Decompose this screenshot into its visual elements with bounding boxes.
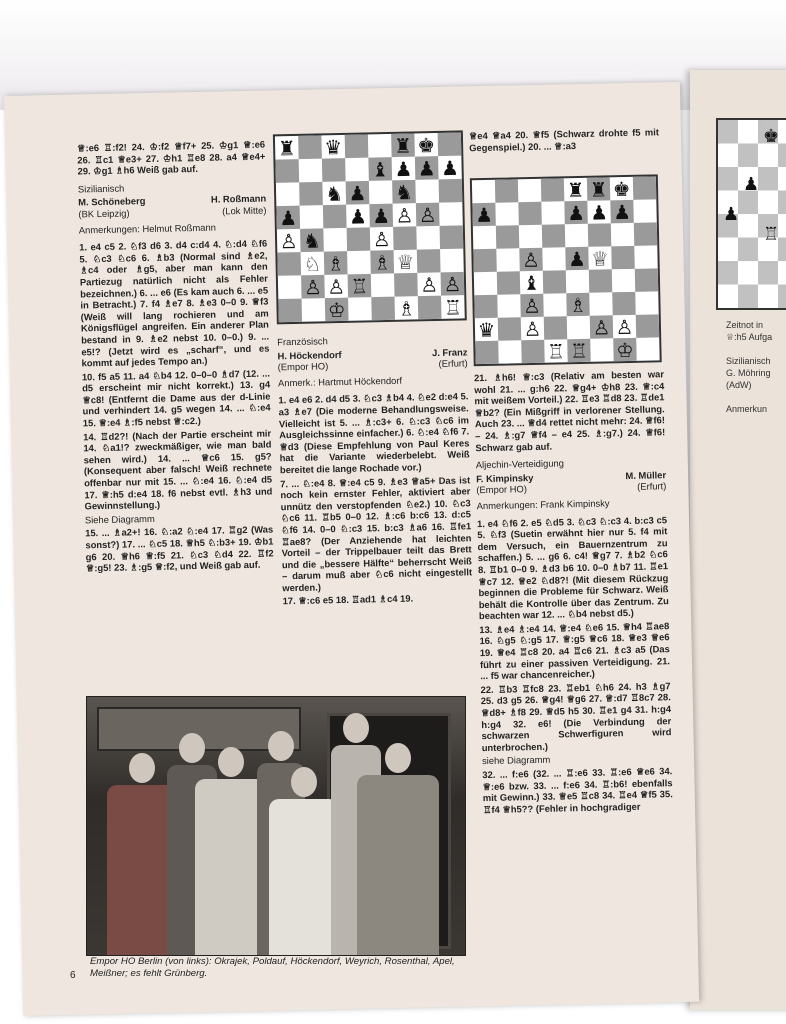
game-moves-2: 7. ... ♘:e4 8. ♕:e4 c5 9. ♗e3 ♕a5+ Das ist noch kein ernster Fehler, aktiviert aber unnütz den verstopfenden ♘e2.) 10. ♘c3 ♘c6 11. ♖b5 0–0 12. ♗:c6 b:c6 13. d:c5 ♘f6 14. 0–0 ♘:c3 15. b:c3 ♗a6 16. ♖fe1 ♖ae8? (Der Anziehende hat leichten Vorteil – der Trippelbauer teilt das Brett und die „bessere Hälfte“ beherrscht Weiß – darum muß aber ♘c6 nicht eingestellt werden.) <box>280 473 473 594</box>
game-moves-1: 21. ♗h6! ♕:c3 (Relativ am besten war wohl 21. ... g:h6 22. ♕g4+ ♔h8 23. ♕:c4 mit weißem Vorteil.) 22. ♖e3 ♖d8 23. ♖de1 ♕b2? (Ein Mißgriff in verlorener Stellung. Auch 23. ... ♕d4 rettet nicht mehr: 24. ♕f6! – 24. ♗:g7 ♕f4 – e4 25. ♗:g7.) 24. ♕f6! Schwarz gab auf. <box>473 368 666 453</box>
opening-name: Sizilianisch <box>77 182 125 195</box>
svg-text:♖ <box>350 276 368 298</box>
black-player: J. Franz <box>431 345 468 358</box>
svg-text:♟ <box>418 158 436 180</box>
svg-text:♟ <box>568 249 586 271</box>
svg-text:♙ <box>373 229 391 251</box>
black-club: (Erfurt) <box>438 357 468 370</box>
svg-text:♙ <box>523 296 541 318</box>
game-moves-3: 17. ♕:c6 e5 18. ♖ad1 ♗c4 19. <box>282 593 414 607</box>
svg-text:♟ <box>349 206 367 228</box>
svg-text:♟ <box>441 158 459 180</box>
black-club: (Lok Mitte) <box>222 204 267 217</box>
white-player: H. Höckendorf <box>277 348 342 361</box>
facing-text-6: Anmerkun <box>726 404 768 414</box>
chess-diagram-1 <box>273 130 467 324</box>
svg-text:♞ <box>303 230 321 252</box>
person-7 <box>357 743 439 955</box>
svg-text:♖ <box>570 341 588 363</box>
svg-text:♝ <box>371 159 389 181</box>
svg-text:♚ <box>613 179 631 201</box>
game-continuation: ♕:e6 ♖:f2! 24. ♔:f2 ♕f7+ 25. ♔g1 ♕:e6 26. ♖c1 ♕e3+ 27. ♔h1 ♖e8 28. a4 ♕e4+ 29. ♔g1 ♗h6 Weiß gab auf. <box>76 138 266 177</box>
svg-text:♞ <box>325 183 343 205</box>
facing-text-3: Sizilianisch <box>726 356 771 366</box>
white-player: F. Kimpinsky <box>475 471 534 484</box>
annotator: Anmerk.: Hartmut Höckendorf <box>277 374 403 389</box>
svg-text:♙ <box>443 274 461 296</box>
svg-text:♛ <box>478 320 496 342</box>
svg-text:♙ <box>304 277 322 299</box>
game-moves-4: 22. ♖b3 ♖fc8 23. ♖eb1 ♘h6 24. h3 ♗g7 25. d3 g5 26. ♕g4! ♕g6 27. ♕:d7 ♖8c7 28. ♕d8+ ♗f8 29. ♕d5 h5 30. ♖e1 g4 31. h:g4 h:g4 32. e6! (Die Verbindung der schwarzen Schwerfiguren wird unterbrochen.) <box>480 680 672 753</box>
svg-text:♜ <box>590 179 608 201</box>
facing-text-4: G. Möhring <box>726 368 771 378</box>
svg-text:♙ <box>280 231 298 253</box>
svg-text:♗ <box>327 253 345 275</box>
svg-text:♔ <box>616 340 634 362</box>
black-player: H. Roßmann <box>210 192 267 206</box>
svg-text:♟ <box>590 202 608 224</box>
column-2 <box>277 332 473 609</box>
facing-page <box>690 70 786 1010</box>
svg-text:♙ <box>522 250 540 272</box>
svg-text:♟ <box>567 203 585 225</box>
white-club: (BK Leipzig) <box>78 207 130 220</box>
opening-name: Aljechin-Verteidigung <box>475 457 565 471</box>
annotator: Anmerkungen: Frank Kimpinsky <box>476 497 610 512</box>
svg-text:♗ <box>569 295 587 317</box>
svg-text:♟ <box>475 205 493 227</box>
svg-text:♙ <box>327 276 345 298</box>
game-moves-2: 10. f5 a5 11. a4 ♘b4 12. 0–0–0 ♗d7 (12. ... d5 erscheint mir nicht korrekt.) 13. g4 ♕c8! (Entfernt die Dame aus der d-Linie und verhindert 14. g5 wegen 14. ... ♘:e4 15. ♕:e4 ♗:f5 nebst ♕:c2.) <box>81 367 271 429</box>
svg-text:♟ <box>348 183 366 205</box>
svg-text:♖: ♖ <box>763 224 780 244</box>
opening-name: Französisch <box>277 335 328 348</box>
facing-text-1: Zeitnot in <box>726 320 764 330</box>
annotator: Anmerkungen: Helmut Roßmann <box>78 221 216 236</box>
column-3-top <box>469 126 659 155</box>
game-moves-5: 32. ... f:e6 (32. ... ♖:e6 33. ♖:e6 ♕e6 34. ♕:e6 bzw. 33. ... f:e6 34. ♖:b6! ebenfalls mit Gewinn.) 33. ♕e5 ♖c8 34. ♖e4 ♕f5 35. ♖f4 ♕h5?? (Fehler in hochgradiger <box>482 765 673 815</box>
svg-text:♝ <box>523 273 541 295</box>
svg-text:♟ <box>372 206 390 228</box>
svg-text:♟ <box>394 159 412 181</box>
facing-page-diagram <box>716 118 786 310</box>
svg-text:♗ <box>373 252 391 274</box>
white-club: (Empor HO) <box>277 360 329 373</box>
game-moves-3: 13. ♗e4 ♗:e4 14. ♕:e4 ♘e6 15. ♕h4 ♖ae8 16. ♘g5 ♘:g5 17. ♕:g5 ♕c6 18. ♕e3 ♕e6 19. ♕e4 ♖c8 20. a4 ♖c6 21. ♗c3 a5 (Das führt zu einer passiven Verteidigung. 21. ... f5 war chancenreicher.) <box>479 620 671 682</box>
svg-text:♚: ♚ <box>763 126 780 146</box>
chess-diagram-2 <box>470 174 662 366</box>
svg-text:♗ <box>397 298 415 320</box>
svg-text:♙ <box>615 317 633 339</box>
game-moves-4: 15. ... ♗a2+! 16. ♘:a2 ♘:e4 17. ♖g2 (Was sonst?) 17. ... ♘c5 18. ♕h5 ♘:b3+ 19. ♔b1 g6 20. ♕h6 ♕:f5 21. ♘c3 ♘d4 22. ♖f2 ♕:g5! 23. ♗:g5 ♕:f2, und Weiß gab auf. <box>85 523 274 574</box>
svg-text:♜ <box>567 180 585 202</box>
svg-text:♟ <box>613 202 631 224</box>
svg-text:♖ <box>547 341 565 363</box>
svg-text:♙ <box>419 205 437 227</box>
svg-text:♜ <box>278 138 296 160</box>
svg-text:♛ <box>324 137 342 159</box>
column-1 <box>77 139 274 577</box>
svg-text:♔ <box>328 300 346 322</box>
svg-text:♟ <box>279 208 297 230</box>
person-5 <box>269 767 339 955</box>
white-player: M. Schöneberg <box>78 195 146 208</box>
svg-text:♙ <box>593 317 611 339</box>
game-moves-2: 1. e4 ♘f6 2. e5 ♘d5 3. ♘c3 ♘:c3 4. b:c3 c5 5. ♘f3 (Suetin erwähnt hier nur 5. f4 mit dem Versuch, ein Bauernzentrum zu schaffen.) 5. ... g6 6. c4! ♕g7 7. ♗b2 ♘c6 8. ♖b1 0–0 9. ♗d3 b6 10. 0–0 ♗b7 11. ♖e1 ♕c7 12. ♕e2 ♘d8?! (Mit diesem Rückzug beginnen die Probleme für Schwarz. Weiß behält die Kontrolle über das Zentrum. Zu beachten war 12. ... ♘b4 nebst d5.) <box>476 513 669 622</box>
svg-text:♕ <box>396 252 414 274</box>
svg-text:♖ <box>444 297 462 319</box>
svg-text:♟: ♟ <box>743 174 760 194</box>
svg-text:♜ <box>394 136 412 158</box>
svg-text:♙ <box>395 205 413 227</box>
svg-text:♞ <box>395 182 413 204</box>
svg-text:♚ <box>417 135 435 157</box>
svg-text:♘ <box>303 254 321 276</box>
svg-text:♙ <box>420 275 438 297</box>
game-continuation: ♕e4 ♕a4 20. ♕f5 (Schwarz drohte f5 mit Gegenspiel.) 20. ... ♕:a3 <box>468 126 660 153</box>
white-club: (Empor HO) <box>476 483 527 496</box>
svg-text:♕ <box>591 248 609 270</box>
svg-text:♟: ♟ <box>723 204 740 224</box>
game-moves-1: 1. e4 e6 2. d4 d5 3. ♘c3 ♗b4 4. ♘e2 d:e4 5. a3 ♗e7 (Die moderne Behandlungsweise. Vielleicht ist 5. ... ♗:c3+ 6. ♘:c3 ♘c6 im Ausgleichssinne einfacher.) 6. ♘:e4 ♘f6 7. ♕d3 (Diese Empfehlung von Paul Keres hat die Variante wiederbelebt. Weiß bereitet die lange Rochade vor.) <box>278 390 470 476</box>
facing-text-5: (AdW) <box>726 380 752 390</box>
page-number: 6 <box>70 970 76 981</box>
column-3 <box>474 368 673 817</box>
game-moves-1: 1. e4 c5 2. ♘f3 d6 3. d4 c:d4 4. ♘:d4 ♘f6 5. ♘c3 ♘c6 6. ♗b3 (Normal sind ♗e2, ♗c4 oder ♗g5, aber man kann den Partiezug natürlich nicht als Fehler bezeichnen.) 6. ... e6 (Es kam auch 6. ... e5 in Betracht.) 7. f4 ♗e7 8. ♗e3 0–0 9. ♕f3 (Weiß will lang rochieren und am Königsflügel angreifen. Ein anderer Plan bestand in 9. ♗e2 nebst 10. 0–0.) 9. ... e5!? (Jetzt wird es „scharf“, und es kommt auf jedes Tempo an.) <box>79 237 270 369</box>
game-moves-3: 14. ♖d2?! (Nach der Partie erscheint mir 14. ♘a1!? zweckmäßiger, wie man bald sehen wird.) 14. ... ♕c6 15. g5? (Konsequent aber falsch! Weiß rechnete offenbar nur mit 15. ... ♘:e4 16. ♘:e4 d5 17. ♕:h5 d:e4 18. f6 nebst evtl. ♗h3 und Gewinnstellung.) <box>83 427 273 512</box>
see-diagram: siehe Diagramm <box>481 754 551 767</box>
see-diagram: Siehe Diagramm <box>84 512 155 526</box>
team-photo <box>86 696 466 956</box>
svg-text:♙ <box>524 319 542 341</box>
black-player: M. Müller <box>625 468 667 481</box>
facing-text-2: ♕:h5 Aufga <box>726 332 773 342</box>
photo-caption: Empor HO Berlin (von links): Okrajek, Poldauf, Höckendorf, Weyrich, Rosenthal, Apel, Meißner; es fehlt Grünberg. <box>90 956 455 979</box>
black-club: (Erfurt) <box>637 480 667 493</box>
